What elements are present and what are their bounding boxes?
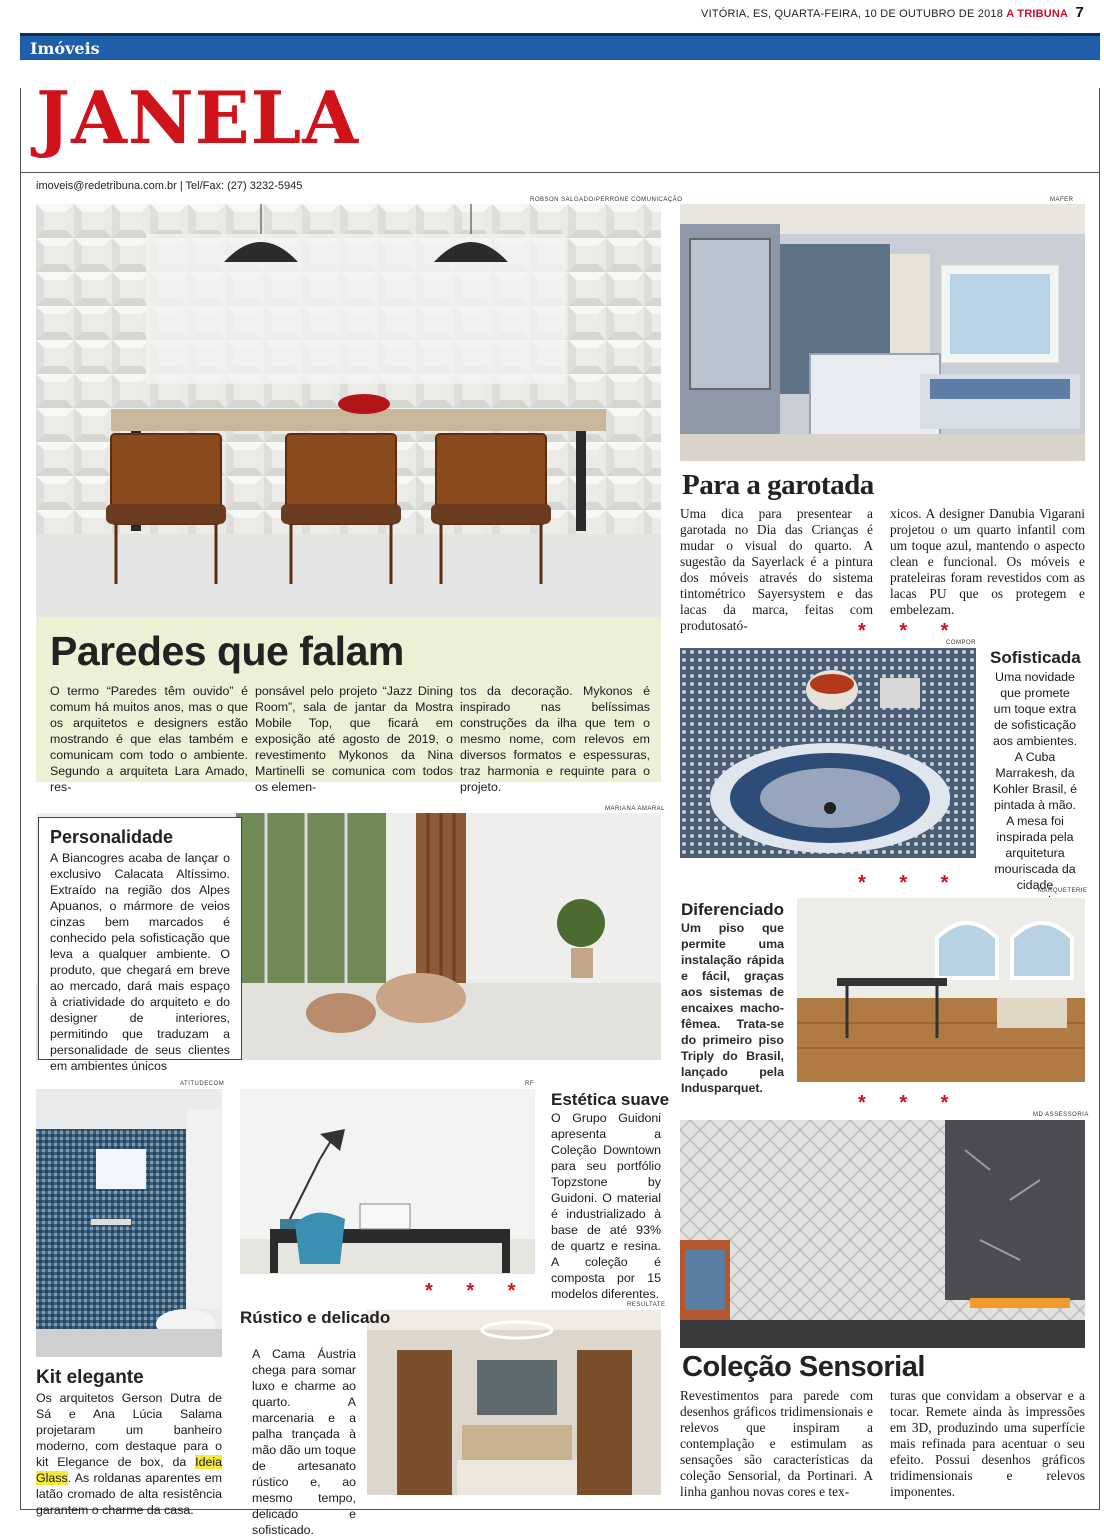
photo-credit: MARIANA AMARAL: [605, 806, 666, 812]
estetica-text: O Grupo Guidoni apresenta a Coleção Downtown para seu portfólio Topzstone by Guidoni. O material é industrializado à base de até 93% de quartz e resina. A coleção é composta por 15 modelos diferentes.: [551, 1111, 661, 1301]
diferenciado-text: Um piso que permite uma instalação rápida e fácil, graças aos sistemas de encaixes macho-fêmea. Trata-se do primeiro piso Triply do Brasil, lançado pela Indusparquet.: [681, 921, 784, 1095]
garotada-headline: Para a garotada: [682, 469, 874, 501]
photo-credit: RF: [525, 1081, 534, 1087]
estetica-headline: Estética suave: [551, 1090, 670, 1109]
sensorial-wall-photo: [680, 1120, 1085, 1348]
separator-stars: * * *: [858, 620, 963, 642]
brand-logo: A TRIBUNA: [1006, 8, 1069, 20]
sensorial-headline: Coleção Sensorial: [682, 1351, 925, 1383]
masthead: JANELA: [36, 75, 360, 160]
dateline: VITÓRIA, ES, QUARTA-FEIRA, 10 DE OUTUBRO DE 2018: [701, 8, 1004, 20]
paredes-col3: tos da decoração. Mykonos é inspirado nas belíssimas construções da ilha que tem o mesmo nome, com relevos em diversos formatos e espessuras, traz harmonia e requinte para o projeto.: [460, 684, 650, 794]
rustico-text: A Cama Áustria chega para somar luxo e charme ao quarto. A marcenaria e a palha trançada à mão dão um toque de artesanato rústico e, ao mesmo tempo, delicado e sofisticado.: [252, 1347, 356, 1537]
page-number: 7: [1075, 4, 1084, 21]
bathroom-photo: [36, 1089, 222, 1357]
dining-room-photo: [36, 204, 661, 617]
bedroom-photo: [367, 1310, 661, 1495]
dateline-bar: [701, 4, 1084, 21]
rustico-headline: Rústico e delicado: [240, 1308, 391, 1327]
kit-text: [36, 1390, 222, 1518]
contact-line: imoveis@redetribuna.com.br | Tel/Fax: (27) 3232-5945: [36, 180, 303, 192]
desk-photo: [240, 1089, 535, 1274]
personalidade-text: A Biancogres acaba de lançar o exclusivo Calacata Altíssimo. Extraído na região dos Alpes Apuanos, o mármore de veios cinzas bem marcados é conhecido pela sofisticação que leva a qualquer ambiente. O produto, que chegará em breve ao mercado, dará mais espaço à criatividade do arquiteto e do designer de interiores, permitindo que traduzam a personalidade de seus clientes em ambientes únicos: [50, 851, 230, 1073]
wood-floor-photo: [797, 898, 1085, 1082]
kit-highlight: Ideia Glass: [36, 1455, 222, 1485]
separator-stars: * * *: [858, 1092, 963, 1114]
photo-credit: COMPOR: [946, 640, 976, 646]
photo-credit: MD ASSESSORIA: [1033, 1112, 1089, 1118]
section-bar: [20, 33, 1100, 60]
photo-credit: ROBSON SALGADO/PERRONE COMUNICAÇÃO: [530, 197, 683, 203]
section-label: Imóveis: [30, 39, 100, 58]
kit-text-after: . As roldanas aparentes em latão cromado de alta resistência garantem o charme da casa.: [36, 1471, 222, 1517]
sensorial-col1: Revestimentos para parede com desenhos gráficos tridimensionais e relevos que inspiram a contemplação e estimulam as sensações são características da coleção Sensorial, da Portinari. A linha ganhou novas cores e tex-: [680, 1388, 873, 1499]
paredes-col2: ponsável pelo projeto “Jazz Dining Room”, sala de jantar da Mostra Mobile Top, que ficará em exposição até agosto de 2019, o revestimento Mykonos da Nina Martinelli se comunica com todos os elemen-: [255, 684, 453, 794]
masthead-rule: [20, 172, 1100, 173]
paredes-headline: Paredes que falam: [50, 628, 404, 674]
paredes-col1: O termo “Paredes têm ouvido” é comum há muitos anos, mas o que os arquitetos e designers estão mostrando é que elas também e comunicam com todo o ambiente. Segundo a arquiteta Lara Amado, res-: [50, 684, 248, 794]
garotada-col1: Uma dica para presentear a garotada no Dia das Crianças é mudar o visual do quarto. A sugestão da Sayerlack é a pintura dos móveis através do sistema tintométrico Sayersystem e das lacas da marca, feitas com produtosató-: [680, 506, 873, 633]
sensorial-col2: turas que convidam a observar e a tocar. Remete ainda às impressões em 3D, produzindo uma superfície mais refinada para acentuar o seu efeito. Possui desenhos gráficos tridimensionais e relevos imponentes.: [890, 1388, 1085, 1499]
sink-photo: [680, 648, 976, 858]
photo-credit: RESULTATE: [627, 1302, 666, 1308]
separator-stars: * * *: [425, 1280, 530, 1302]
photo-credit: MARQUETERIE: [1038, 888, 1088, 894]
kids-room-photo: [680, 204, 1085, 461]
personalidade-headline: Personalidade: [50, 827, 174, 847]
kit-headline: Kit elegante: [36, 1367, 144, 1388]
separator-stars: * * *: [858, 872, 963, 894]
diferenciado-headline: Diferenciado: [681, 900, 784, 919]
kit-text-before: Os arquitetos Gerson Dutra de Sá e Ana Lúcia Salama projetaram um banheiro moderno, com destaque para o kit Elegance de box, da: [36, 1391, 222, 1469]
sofisticada-text: Uma novidade que promete um toque extra de sofisticação aos ambientes. A Cuba Marrakesh, da Kohler Brasil, é pintada à mão. A mesa foi inspirada pela arquitetura mouriscada da cidade: [992, 670, 1078, 892]
photo-credit: ATITUDECOM: [180, 1081, 225, 1087]
sofisticada-headline: Sofisticada: [990, 648, 1081, 667]
garotada-col2: xicos. A designer Danubia Vigarani projetou o um quarto infantil com um toque azul, mantendo o aspecto clean e funcional. Os móveis e prateleiras foram revestidos com as lacas PU que os protegem e embelezam.: [890, 506, 1085, 617]
photo-credit: MAFER: [1050, 197, 1074, 203]
